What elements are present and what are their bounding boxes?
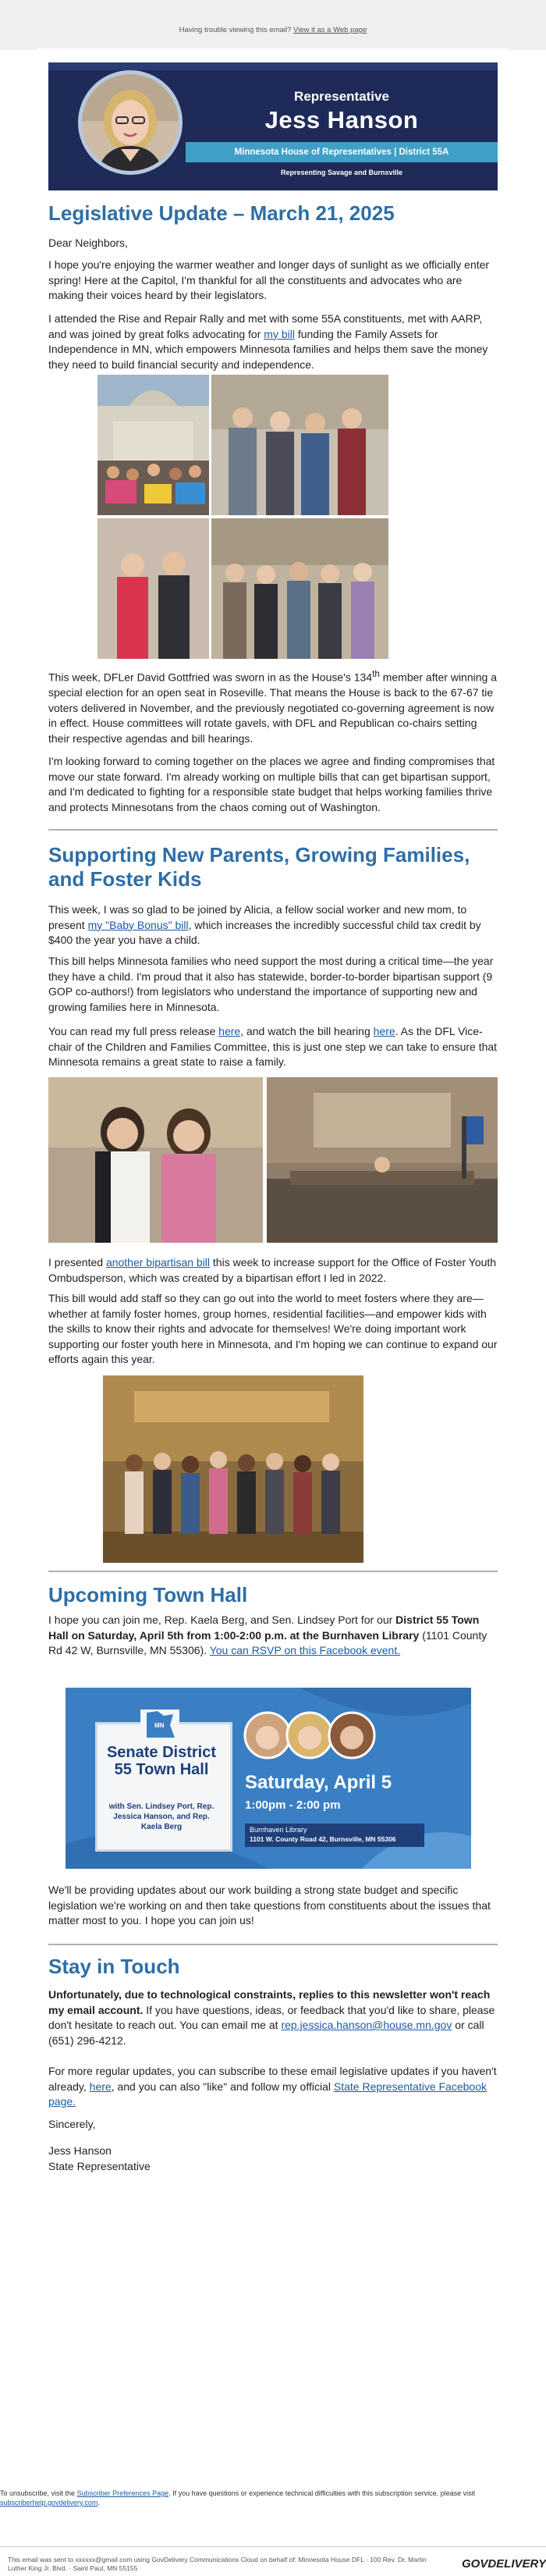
- contact-text-b: or call (651) 296-4212.: [48, 2019, 484, 2047]
- preheader-bar: [0, 0, 546, 50]
- representative-portrait: [78, 70, 183, 175]
- sent-to-text: This email was sent to xxxxxx@gmail.com using GovDelivery Communications Cloud on behalf of: Minnesota House DFL · 100 Rev. Dr. Martin Luther King Jr. Blvd. · Saint Paul, MN 55155: [8, 2556, 427, 2572]
- flyer-location-box: [245, 1823, 424, 1847]
- photo-alicia-and-rep: [48, 1077, 263, 1243]
- contact-paragraph: [48, 1987, 498, 2048]
- gottfried-text-b: member after winning a special election for an open seat in Roseville. That means the House is back to the 67-67 tie voters delivered in November, and the previously negotiated co-governing agreement is now in effect. House committees will rotate gavels, with DFL and Republican co-chairs setting their respective agendas and bill hearings.: [48, 671, 497, 745]
- town-hall-text-a: I hope you can join me, Rep. Kaela Berg, and Sen. Lindsey Port for our: [48, 1614, 396, 1626]
- flyer-headshots-image: [243, 1711, 376, 1759]
- banner-title: Representative: [294, 89, 389, 104]
- newsletter-body: [37, 48, 509, 2437]
- flyer-headshots: [243, 1711, 376, 1759]
- heading-town-hall: Upcoming Town Hall: [48, 1583, 248, 1606]
- preheader-label: Having trouble viewing this email?: [179, 26, 292, 34]
- press-release-link[interactable]: here: [218, 1025, 241, 1037]
- flyer-mn-label: MN: [154, 1722, 165, 1729]
- flyer-address: 1101 W. County Road 42, Burnsville, MN 55306: [250, 1835, 396, 1843]
- town-hall-details: District 55 Town Hall on Saturday, April 5th from 1:00-2:00 p.m. at the Burnhaven Library: [48, 1614, 480, 1642]
- rally-photo-image: [98, 375, 209, 515]
- section-divider-3: [48, 1944, 498, 1945]
- advocates-photo-image: [98, 518, 209, 659]
- gottfried-paragraph: [48, 667, 498, 746]
- section-divider-2: [48, 1571, 498, 1572]
- press-release-text-c: . As the DFL Vice-chair of the Children and Families Committee, this is just one step we can take to ensure that Minnesota remains a great state to raise a family.: [48, 1025, 498, 1068]
- bipartisan-bill-link[interactable]: another bipartisan bill: [105, 1256, 211, 1268]
- contact-text-a: If you have questions, ideas, or feedback that you'd like to share, please don't hesitate to reach out. You can email me at: [48, 2003, 495, 2031]
- banner-representing: Representing Savage and Burnsville: [280, 169, 403, 176]
- flyer-date: Saturday, April 5: [245, 1772, 392, 1793]
- town-hall-followup-paragraph: We'll be providing updates about our work building a strong state budget and specific legislation we're working on and then take questions from constituents about the issues that matter most to you. I hope you can join us!: [48, 1884, 491, 1927]
- foster-youth-paragraph: This bill would add staff so they can go out into the world to meet fosters where they are—whether at family foster homes, group homes, residential facilities—and empower kids with the skills to know their rights and advocate for themselves! We're doing important work supporting our foster youth here in Minnesota, and I'm hoping we can continue to expand our efforts again this year.: [48, 1292, 498, 1365]
- ombudsperson-text-b: this week to increase support for the Office of Foster Youth Ombudsperson, which was created by a bipartisan effort I led in 2022.: [48, 1256, 497, 1284]
- photo-aarp-group: [211, 375, 388, 515]
- bill-hearing-link[interactable]: here: [373, 1025, 395, 1037]
- baby-bonus-text-b: , which increases the incredibly successful child tax credit by $400 the year you have a child.: [48, 918, 481, 946]
- family-assets-photo-image: [211, 518, 388, 659]
- subscriber-help-link[interactable]: subscriberhelp.govdelivery.com: [0, 2499, 98, 2507]
- flyer-with-line: with Sen. Lindsey Port, Rep. Jessica Hanson, and Rep. Kaela Berg: [108, 1802, 214, 1831]
- baby-bonus-bill-link[interactable]: my "Baby Bonus" bill: [87, 918, 189, 931]
- banner-name: Jess Hanson: [264, 106, 419, 133]
- photo-foster-youth-group: [103, 1375, 363, 1563]
- ombudsperson-paragraph: [48, 1255, 498, 1286]
- press-release-text-b: , and watch the bill hearing: [240, 1025, 374, 1037]
- photo-committee-hearing: [267, 1077, 498, 1243]
- flyer-title: Senate District 55 Town Hall: [106, 1744, 217, 1778]
- portrait-image: [82, 74, 179, 171]
- gottfried-text-a: This week, DFLer David Gottfried was sworn in as the House's 134: [48, 671, 373, 684]
- unsubscribe-text-a: To unsubscribe, visit the: [0, 2489, 77, 2497]
- flyer-time: 1:00pm - 2:00 pm: [245, 1799, 341, 1812]
- rally-text-b: funding the Family Assets for Independence in MN, which empowers Minnesota families and helps them save the money they need to build financial security and independence.: [48, 327, 488, 371]
- baby-bonus-text-a: This week, I was so glad to be joined by Alicia, a fellow social worker and new mom, to present: [48, 903, 467, 931]
- flyer-venue: Burnhaven Library: [250, 1826, 307, 1834]
- bipartisan-support-paragraph: This bill helps Minnesota families who need support the most during a critical time—the year they have a child. I'm proud that it also has statewide, border-to-border bipartisan support (9 GOP co-authors!) from legislators who understand the importance of supporting new and growing families here in Minnesota.: [48, 955, 494, 1013]
- photo-family-assets-group: [211, 518, 388, 659]
- town-hall-flyer: [66, 1688, 471, 1869]
- flyer-title-card: [95, 1722, 232, 1852]
- subscribe-text-a: For more regular updates, you can subscribe to these email legislative updates if you haven't already,: [48, 2065, 497, 2093]
- flyer-mn-shape: [140, 1710, 179, 1739]
- foster-group-photo-image: [103, 1375, 363, 1563]
- rally-text-a: I attended the Rise and Repair Rally and met with some 55A constituents, met with AARP, and was joined by great folks advocating for: [48, 312, 483, 340]
- baby-bonus-paragraph: [48, 902, 498, 948]
- unsubscribe-text-b: . If you have questions or experience technical difficulties with this subscription service, please visit: [168, 2489, 476, 2497]
- banner-stripe: [48, 62, 498, 70]
- compromise-paragraph: I'm looking forward to coming together on the places we agree and finding compromises that move our state forward. I'm already working on multiple bills that can get bipartisan support, and I'm dedicated to fighting for a responsible state budget that helps working families thrive and protects Minnesotans from the chaos coming out of Washington.: [48, 755, 495, 813]
- intro-paragraph: I hope you're enjoying the warmer weather and longer days of sunlight as we officially enter spring! Here at the Capitol, I'm thankful for all the constituents and advocates who are making their voices heard by their legislators.: [48, 258, 490, 301]
- view-as-webpage-link[interactable]: View it as a Web page: [293, 26, 367, 34]
- facebook-page-link[interactable]: State Representative Facebook page.: [48, 2080, 487, 2108]
- town-hall-paragraph: [48, 1613, 498, 1659]
- rsvp-facebook-link[interactable]: You can RSVP on this Facebook event.: [209, 1644, 401, 1656]
- preheader-text: [0, 26, 546, 34]
- press-release-paragraph: [48, 1024, 498, 1070]
- signature-name: Jess Hanson: [48, 2144, 112, 2157]
- gottfried-ordinal: th: [372, 669, 380, 679]
- footer-divider: [0, 2546, 546, 2547]
- closing: Sincerely,: [48, 2118, 96, 2130]
- press-release-text-a: You can read my full press release: [48, 1025, 219, 1037]
- signature-title: State Representative: [48, 2160, 151, 2172]
- photo-advocates-pair: [98, 518, 209, 659]
- subscribe-text-b: , and you can also "like" and follow my official: [111, 2080, 334, 2093]
- govdelivery-logo: GOVDELIVERY: [462, 2557, 546, 2571]
- subscribe-here-link[interactable]: here: [89, 2080, 112, 2093]
- reply-warning: Unfortunately, due to technological constraints, replies to this newsletter won't reach my email account.: [48, 1988, 491, 2016]
- unsubscribe-text: [0, 2489, 546, 2507]
- heading-stay-in-touch: Stay in Touch: [48, 1955, 180, 1978]
- subscribe-paragraph: [48, 2064, 498, 2110]
- section-divider-1: [48, 829, 498, 831]
- ombudsperson-text-a: I presented: [48, 1256, 106, 1268]
- heading-new-parents: Supporting New Parents, Growing Families, and Foster Kids: [48, 843, 470, 891]
- subscriber-preferences-link[interactable]: Subscriber Preferences Page: [76, 2489, 169, 2497]
- heading-legislative-update: Legislative Update – March 21, 2025: [48, 201, 395, 225]
- banner-district-ribbon: Minnesota House of Representatives | District 55A: [186, 142, 498, 162]
- footer: [0, 2443, 546, 2576]
- email-link[interactable]: rep.jessica.hanson@house.mn.gov: [281, 2019, 452, 2031]
- alicia-photo-image: [48, 1077, 263, 1243]
- unsubscribe-text-c: .: [98, 2499, 100, 2507]
- my-bill-link[interactable]: my bill: [264, 327, 295, 340]
- greeting: Dear Neighbors,: [48, 237, 128, 249]
- rally-paragraph: [48, 311, 498, 372]
- hearing-photo-image: [267, 1077, 498, 1243]
- photo-rally-capitol: [98, 375, 209, 515]
- aarp-photo-image: [211, 375, 388, 515]
- header-banner: [48, 62, 498, 190]
- town-hall-address: (1101 County Rd 42 W, Burnsville, MN 55306).: [48, 1628, 488, 1656]
